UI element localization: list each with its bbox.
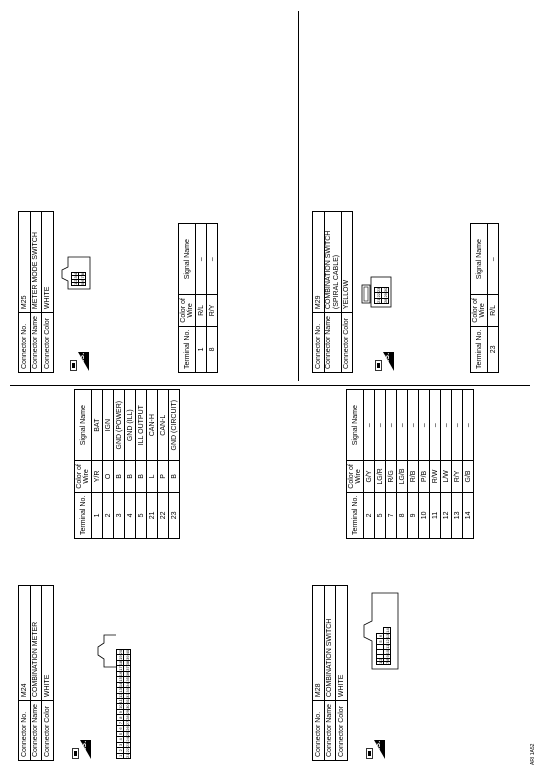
connector-color-value: YELLOW (341, 212, 353, 313)
header-terminal-no: Terminal No. (75, 492, 92, 538)
connector-header-m25 (18, 211, 54, 373)
signal-name-cell: – (452, 390, 463, 461)
terminal-table-m28 (346, 389, 474, 539)
connector-pin: 1 (117, 754, 123, 757)
connector-pin: 26 (124, 726, 130, 731)
terminal-table-m25 (178, 223, 218, 373)
terminal-no-cell: 1 (196, 326, 207, 372)
connector-block-m25 (18, 211, 54, 373)
signal-name-cell: – (408, 390, 419, 461)
label-connector-no: Connector No. (313, 701, 325, 761)
wire-color-cell: B (125, 461, 136, 493)
header-terminal-no: Terminal No. (179, 326, 196, 372)
terminal-no-cell: 14 (463, 492, 474, 538)
label-connector-color: Connector Color (42, 313, 54, 373)
label-connector-color: Connector Color (336, 701, 348, 761)
connector-pin: 40 (124, 649, 130, 655)
signal-name-cell: – (488, 224, 499, 295)
connector-no-value: M28 (313, 586, 325, 701)
connector-pin (377, 655, 384, 658)
terminal-no-cell: 5 (375, 492, 386, 538)
table-row (114, 390, 125, 539)
table-row (92, 390, 103, 539)
connector-pin: 28 (124, 715, 130, 720)
connector-pin: 11 (117, 699, 123, 704)
terminal-no-cell: 3 (114, 492, 125, 538)
pin-grid-m28 (376, 627, 391, 665)
pin-grid-m29 (374, 287, 389, 304)
connector-pin: 17 (117, 666, 123, 671)
connector-symbol-icon (70, 360, 77, 371)
connector-pin: 2 (117, 749, 123, 752)
connector-no-value: M25 (19, 212, 31, 313)
wire-color-cell: B (136, 461, 147, 493)
wire-color-cell: P (158, 461, 169, 493)
signal-name-cell: – (441, 390, 452, 461)
connector-pin: 10 (384, 649, 390, 655)
wire-color-cell: P/B (419, 461, 430, 493)
label-connector-color: Connector Color (341, 313, 353, 373)
wire-color-cell: B (169, 461, 180, 493)
connector-symbol-icon (366, 748, 373, 759)
connector-name-value: COMBINATION METER (30, 586, 42, 701)
header-signal-name: Signal Name (347, 390, 364, 461)
signal-name-cell: – (364, 390, 375, 461)
wire-color-cell: LG/R (375, 461, 386, 493)
connector-pin: 13 (117, 688, 123, 693)
connector-pin: 5 (117, 732, 123, 736)
header-signal-name: Signal Name (471, 224, 488, 295)
horizontal-divider-right (298, 11, 299, 381)
connector-pin: 23 (375, 287, 381, 293)
wire-color-cell: L (147, 461, 158, 493)
connector-pin: 23 (124, 742, 130, 748)
hs-harness-side-icon (72, 740, 91, 759)
label-connector-name: Connector Name (30, 701, 42, 761)
connector-pin: 27 (124, 720, 130, 726)
label-connector-no: Connector No. (19, 701, 31, 761)
connector-pin: 12 (117, 693, 123, 699)
connector-pin: 1 (72, 282, 78, 285)
wire-color-cell: R/B (408, 461, 419, 493)
connector-symbol-icon (375, 360, 382, 371)
connector-pin: 29 (124, 709, 130, 715)
hs-harness-side-icon (70, 352, 89, 371)
terminal-no-cell: 21 (147, 492, 158, 538)
connector-pin: 8 (117, 716, 123, 719)
wire-color-cell: R/G (386, 461, 397, 493)
terminal-no-cell: 22 (158, 492, 169, 538)
connector-pin: 20 (117, 649, 123, 655)
connector-block-m24 (18, 585, 54, 761)
signal-name-cell: GND (POWER) (114, 390, 125, 461)
signal-name-cell: CAN-H (147, 390, 158, 461)
wire-color-cell: R/L (196, 295, 207, 327)
header-signal-name: Signal Name (179, 224, 196, 295)
connector-pin: 35 (124, 677, 130, 682)
terminal-no-cell: 9 (408, 492, 419, 538)
table-row (430, 390, 441, 539)
terminal-no-cell: 13 (452, 492, 463, 538)
table-row (408, 390, 419, 539)
connector-pin: 1 (377, 661, 383, 664)
reference-code: ARI 1A52 (530, 743, 536, 765)
terminal-table-m29 (470, 223, 499, 373)
table-row (441, 390, 452, 539)
connector-pin: 3 (117, 743, 123, 746)
wire-color-cell: G/B (463, 461, 474, 493)
wire-color-cell: R/W (430, 461, 441, 493)
table-row (452, 390, 463, 539)
connector-pin: 30 (124, 704, 130, 709)
table-row (386, 390, 397, 539)
connector-pin: 31 (124, 699, 130, 704)
table-row (169, 390, 180, 539)
connector-pin: 4 (72, 273, 78, 276)
connector-pin: 10 (117, 704, 123, 709)
connector-pin: 34 (124, 682, 130, 688)
connector-block-m29 (312, 211, 353, 373)
table-row (488, 224, 499, 373)
connector-header-m24 (18, 585, 54, 761)
connector-pin: 25 (124, 731, 130, 737)
connector-pin: 21 (124, 753, 130, 758)
wire-color-cell: G/Y (364, 461, 375, 493)
terminal-no-cell: 8 (397, 492, 408, 538)
terminal-no-cell: 23 (169, 492, 180, 538)
connector-pin: 8 (384, 658, 390, 661)
connector-name-value: COMBINATION SWITCH (324, 586, 336, 701)
signal-name-cell: – (430, 390, 441, 461)
connector-pin: 6 (117, 727, 123, 730)
table-row (207, 224, 218, 373)
signal-name-cell: – (375, 390, 386, 461)
table-row (375, 390, 386, 539)
terminal-no-cell: 2 (103, 492, 114, 538)
terminal-no-cell: 10 (419, 492, 430, 538)
connector-pin: 37 (124, 666, 130, 671)
label-connector-color: Connector Color (42, 701, 54, 761)
header-terminal-no: Terminal No. (471, 326, 488, 372)
label-connector-no: Connector No. (313, 313, 325, 373)
connector-pin: 4 (117, 738, 123, 741)
wire-color-cell: O (103, 461, 114, 493)
table-row (463, 390, 474, 539)
label-connector-name: Connector Name (324, 313, 341, 373)
connector-pin: 7 (117, 721, 123, 725)
connector-pin: 5 (79, 282, 85, 285)
table-row (125, 390, 136, 539)
terminal-no-cell: 23 (488, 326, 499, 372)
connector-no-value: M24 (19, 586, 31, 701)
wire-color-cell: B (114, 461, 125, 493)
connector-color-value: WHITE (42, 212, 54, 313)
connector-pin: 28 (382, 298, 388, 303)
connector-pin: 32 (124, 693, 130, 699)
hs-label: H.S. (375, 740, 382, 755)
signal-name-cell: – (386, 390, 397, 461)
header-color-of-wire: Color of Wire (179, 295, 196, 327)
connector-pin: 8 (79, 273, 85, 276)
connector-symbol-icon (72, 748, 79, 759)
table-row (364, 390, 375, 539)
signal-name-cell: CAN-L (158, 390, 169, 461)
connector-pin: 7 (79, 276, 85, 279)
connector-pin: 7 (384, 661, 390, 664)
connector-pin: 29 (382, 293, 388, 298)
wire-color-cell: Y/R (92, 461, 103, 493)
pin-grid-m24 (116, 649, 131, 759)
connector-no-value: M29 (313, 212, 325, 313)
terminal-no-cell: 5 (136, 492, 147, 538)
terminal-no-cell: 2 (364, 492, 375, 538)
connector-pin: 33 (124, 688, 130, 693)
table-row (196, 224, 207, 373)
connector-pin: 21 (375, 298, 381, 303)
table-row (147, 390, 158, 539)
terminal-no-cell: 8 (207, 326, 218, 372)
vertical-divider (10, 385, 530, 386)
connector-pin (377, 644, 384, 649)
connector-pin: 9 (384, 655, 390, 658)
signal-name-cell: – (196, 224, 207, 295)
wire-color-cell: LG/B (397, 461, 408, 493)
connector-pin: 3 (72, 276, 78, 279)
signal-name-cell: – (397, 390, 408, 461)
label-connector-name: Connector Name (30, 313, 42, 373)
terminal-no-cell: 12 (441, 492, 452, 538)
connector-pin: 2 (72, 279, 78, 282)
signal-name-cell: ILL OUTPUT (136, 390, 147, 461)
wire-color-cell: R/Y (452, 461, 463, 493)
wire-color-cell: R/Y (207, 295, 218, 327)
wire-color-cell: R/L (488, 295, 499, 327)
connector-header-m29 (312, 211, 353, 373)
pin-grid-m25 (71, 272, 86, 286)
table-row (103, 390, 114, 539)
table-row (419, 390, 430, 539)
header-color-of-wire: Color of Wire (75, 461, 92, 493)
connector-pin: 15 (117, 677, 123, 682)
signal-name-cell: GND (CIRCUIT) (169, 390, 180, 461)
terminal-table-m24 (74, 389, 180, 539)
hs-label: H.S. (81, 740, 88, 755)
table-row (158, 390, 169, 539)
connector-pin: 5 (377, 640, 383, 643)
connector-pin: 14 (117, 682, 123, 688)
header-color-of-wire: Color of Wire (471, 295, 488, 327)
connector-pin: 6 (79, 279, 85, 282)
connector-pin: 9 (117, 711, 123, 714)
connector-pin: 24 (124, 737, 130, 742)
connector-block-m28 (312, 585, 348, 761)
connector-pin: 6 (377, 634, 383, 638)
signal-name-cell: BAT (92, 390, 103, 461)
connector-pin: 14 (384, 628, 390, 633)
connector-pin: 36 (124, 671, 130, 677)
hs-harness-side-icon (366, 740, 385, 759)
connector-pin: 2 (377, 658, 383, 661)
connector-pin: 22 (375, 293, 381, 298)
wire-color-cell: L/W (441, 461, 452, 493)
connector-pin: 19 (117, 655, 123, 660)
terminal-no-cell: 7 (386, 492, 397, 538)
signal-name-cell: – (463, 390, 474, 461)
header-signal-name: Signal Name (75, 390, 92, 461)
signal-name-cell: – (419, 390, 430, 461)
connector-pin: 11 (384, 644, 390, 649)
label-connector-name: Connector Name (324, 701, 336, 761)
header-color-of-wire: Color of Wire (347, 461, 364, 493)
connector-pin: 13 (384, 633, 390, 639)
connector-color-value: WHITE (336, 586, 348, 701)
table-row (136, 390, 147, 539)
signal-name-cell: IGN (103, 390, 114, 461)
header-terminal-no: Terminal No. (347, 492, 364, 538)
connector-color-value: WHITE (42, 586, 54, 701)
connector-name-value: METER MODE SWITCH (30, 212, 42, 313)
label-connector-no: Connector No. (19, 313, 31, 373)
connector-pin: 39 (124, 655, 130, 660)
terminal-no-cell: 1 (92, 492, 103, 538)
connector-pin: 22 (124, 748, 130, 753)
table-row (397, 390, 408, 539)
terminal-no-cell: 11 (430, 492, 441, 538)
connector-pin: 12 (384, 639, 390, 644)
hs-label: H.S. (79, 352, 86, 367)
connector-pin: 18 (117, 660, 123, 666)
signal-name-cell: GND (ILL) (125, 390, 136, 461)
signal-name-cell: – (207, 224, 218, 295)
connector-pin (377, 649, 384, 654)
connector-name-value: COMBINATION SWITCH (SPIRAL CABLE) (324, 212, 341, 313)
connector-pin: 16 (117, 671, 123, 677)
terminal-no-cell: 4 (125, 492, 136, 538)
connector-pin: 30 (382, 287, 388, 293)
connector-header-m28 (312, 585, 348, 761)
connector-pin: 38 (124, 660, 130, 666)
hs-label: H.S. (384, 352, 391, 367)
hs-harness-side-icon (375, 352, 394, 371)
